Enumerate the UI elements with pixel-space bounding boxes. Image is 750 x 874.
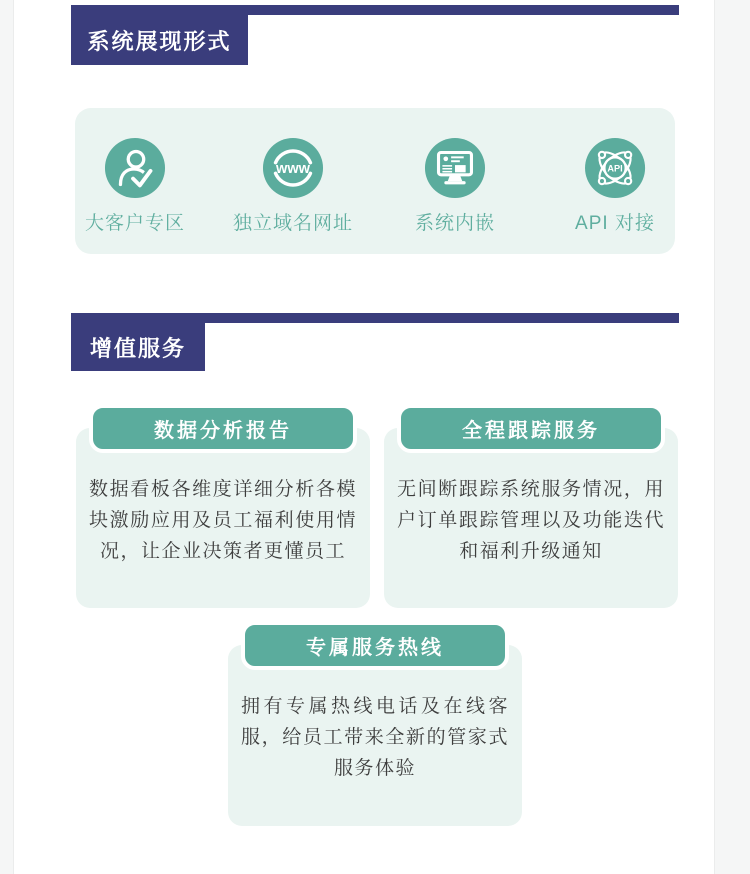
section-title-text: 系统展现形式 [87,28,232,54]
card-title-tracking-service [397,404,665,453]
card-body-text: 无间断跟踪系统服务情况，用户订单跟踪管理以及功能迭代和福利升级通知 [397,479,665,562]
feature-vip-zone [85,137,185,235]
card-service-hotline [228,645,522,826]
card-title-text: 专属服务热线 [306,637,444,659]
feature-label: API 对接 [575,213,655,234]
monitor-embed-icon [424,137,486,199]
feature-api-integration [575,137,655,235]
card-title-service-hotline [241,621,509,670]
feature-label: 独立域名网址 [232,213,354,234]
section-title-text: 增值服务 [89,335,186,361]
card-title-data-analysis [89,404,357,453]
card-title-text: 数据分析报告 [154,420,292,442]
feature-independent-domain [233,137,353,235]
card-title-text: 全程跟踪服务 [462,420,600,442]
user-check-icon [104,137,166,199]
card-data-analysis [76,428,370,608]
card-tracking-service [384,428,678,608]
feature-system-embed [415,137,495,235]
section-title-value-added [71,313,205,371]
www-globe-icon [262,137,324,199]
display-forms-panel [75,108,675,254]
api-text: API [607,163,623,174]
section-title-display-forms [71,5,248,65]
www-text: www [276,160,310,177]
feature-label: 系统内嵌 [414,213,496,234]
api-network-icon [584,137,646,199]
card-body-text: 拥有专属热线电话及在线客服，给员工带来全新的管家式服务体验 [241,696,509,779]
feature-label: 大客户专区 [84,213,186,234]
card-body-text: 数据看板各维度详细分析各模块激励应用及员工福利使用情况，让企业决策者更懂员工 [89,479,357,562]
